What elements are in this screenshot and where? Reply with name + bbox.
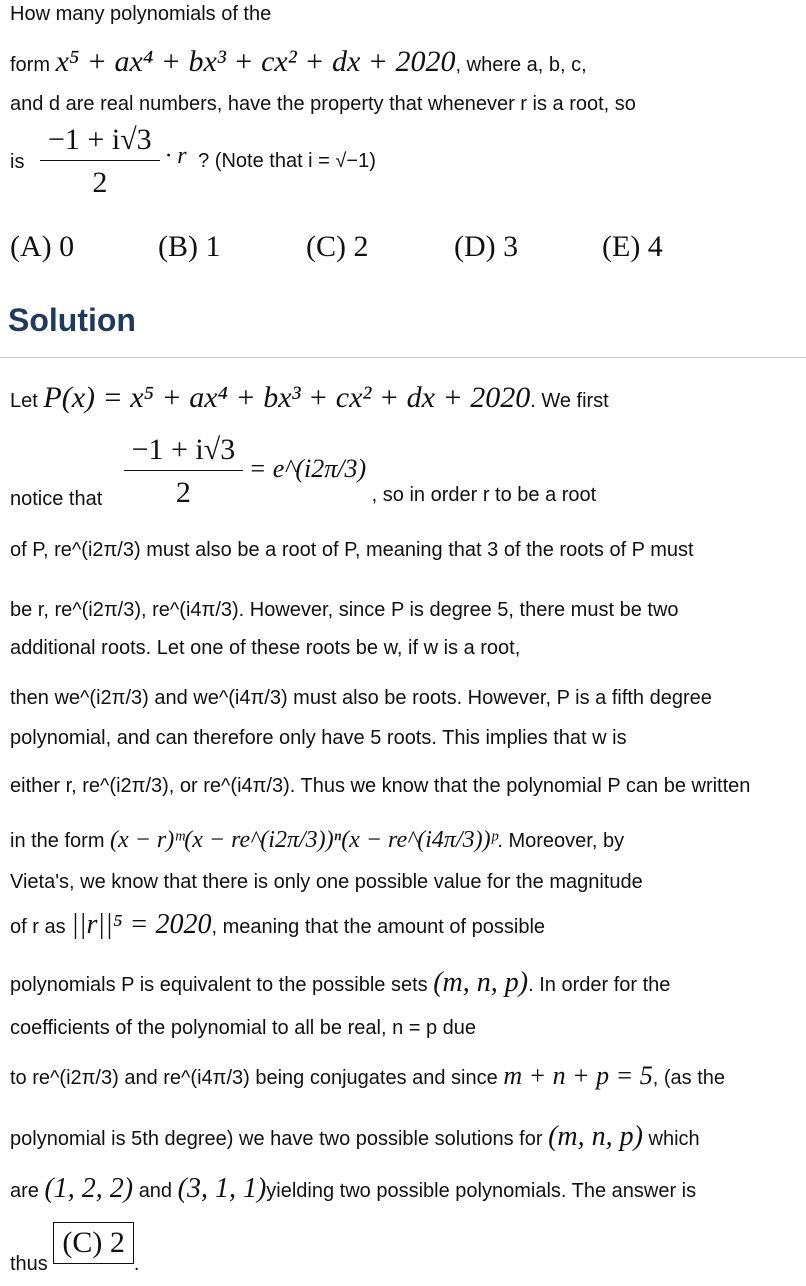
choice-b: (B) 1	[158, 230, 221, 263]
is-label: is	[10, 150, 25, 173]
s14-post: , (as the	[652, 1067, 725, 1089]
solution-line-4: be r, re^(i2π/3), re^(i4π/3). However, since P is degree 5, there must be two	[10, 599, 679, 621]
s12-pre: polynomials P is equivalent to the possible sets	[10, 974, 428, 996]
choice-a: (A) 0	[10, 230, 75, 263]
problem-fraction-numerator: −1 + i√3	[40, 122, 160, 161]
heading-divider	[0, 357, 806, 358]
solution-line-2	[10, 432, 596, 511]
problem-line-2-post: , where a, b, c,	[455, 54, 587, 76]
s15-triple: (m, n, p)	[548, 1121, 643, 1152]
problem-line-4	[10, 122, 376, 201]
s15-post: which	[648, 1128, 700, 1150]
s17-post: .	[133, 1253, 140, 1275]
s16-post: yielding two possible polynomials. The answer is	[266, 1180, 697, 1202]
solution-line-17	[10, 1222, 139, 1276]
s2-post: , so in order r to be a root	[371, 483, 597, 506]
s17-pre: thus	[10, 1253, 48, 1275]
s9-factored-form: (x − r)ᵐ(x − re^(i2π/3))ⁿ(x − re^(i4π/3))ᵖ	[110, 827, 498, 853]
solution-line-16	[10, 1172, 696, 1206]
s14-sum: m + n + p = 5	[503, 1061, 653, 1090]
s11-post: , meaning that the amount of possible	[211, 916, 546, 938]
s16-solution-2: (3, 1, 1)	[177, 1173, 267, 1204]
problem-line-1: How many polynomials of the	[10, 3, 272, 25]
solution-line-5: additional roots. Let one of these roots be w, if w is a root,	[10, 637, 521, 659]
s2-fraction-denominator: 2	[175, 476, 191, 509]
s2-pre: notice that	[10, 488, 103, 510]
final-answer-box: (C) 2	[53, 1222, 134, 1264]
solution-line-15	[10, 1120, 700, 1154]
s2-exponential: = e^(i2π/3)	[248, 453, 367, 483]
s12-triple: (m, n, p)	[433, 967, 529, 998]
problem-fraction-post: · r	[165, 142, 187, 169]
s16-pre: are	[10, 1180, 39, 1202]
s11-magnitude: ||r||⁵ = 2020	[71, 909, 212, 940]
choice-c: (C) 2	[306, 230, 369, 263]
solution-line-11	[10, 908, 545, 942]
solution-line-7: polynomial, and can therefore only have 5 roots. This implies that w is	[10, 727, 627, 749]
s14-pre: to re^(i2π/3) and re^(i4π/3) being conjugates and since	[10, 1067, 498, 1089]
problem-line-2	[10, 44, 587, 80]
solution-line-3: of P, re^(i2π/3) must also be a root of P, meaning that 3 of the roots of P must	[10, 539, 694, 561]
solution-line-9	[10, 826, 624, 855]
s1-pre: Let	[10, 390, 38, 412]
s9-post: . Moreover, by	[497, 830, 625, 852]
s16-mid: and	[138, 1180, 173, 1202]
s2-fraction-numerator: −1 + i√3	[124, 432, 244, 471]
s11-pre: of r as	[10, 916, 66, 938]
problem-line-3: and d are real numbers, have the property that whenever r is a root, so	[10, 93, 636, 115]
solution-line-8: either r, re^(i2π/3), or re^(i4π/3). Thus we know that the polynomial P can be written	[10, 775, 751, 797]
solution-line-12	[10, 966, 670, 1000]
solution-line-10: Vieta's, we know that there is only one possible value for the magnitude	[10, 871, 643, 893]
problem-fraction-denominator: 2	[92, 166, 108, 199]
problem-polynomial: x⁵ + ax⁴ + bx³ + cx² + dx + 2020	[55, 45, 456, 78]
choice-d: (D) 3	[454, 230, 519, 263]
s1-polynomial: P(x) = x⁵ + ax⁴ + bx³ + cx² + dx + 2020	[43, 381, 531, 414]
solution-heading: Solution	[8, 302, 136, 338]
problem-note: ? (Note that i = √−1)	[198, 149, 376, 172]
solution-line-13: coefficients of the polynomial to all be real, n = p due	[10, 1017, 477, 1039]
solution-line-14	[10, 1060, 725, 1091]
problem-fraction	[40, 122, 160, 201]
s9-pre: in the form	[10, 830, 105, 852]
s2-fraction	[124, 432, 244, 511]
s15-pre: polynomial is 5th degree) we have two possible solutions for	[10, 1128, 543, 1150]
s1-post: . We first	[530, 390, 609, 412]
problem-line-2-pre: form	[10, 54, 50, 76]
solution-line-6: then we^(i2π/3) and we^(i4π/3) must also be roots. However, P is a fifth degree	[10, 687, 712, 709]
choice-e: (E) 4	[602, 230, 663, 263]
s16-solution-1: (1, 2, 2)	[44, 1173, 134, 1204]
s12-post: . In order for the	[528, 974, 671, 996]
solution-line-1	[10, 380, 609, 416]
